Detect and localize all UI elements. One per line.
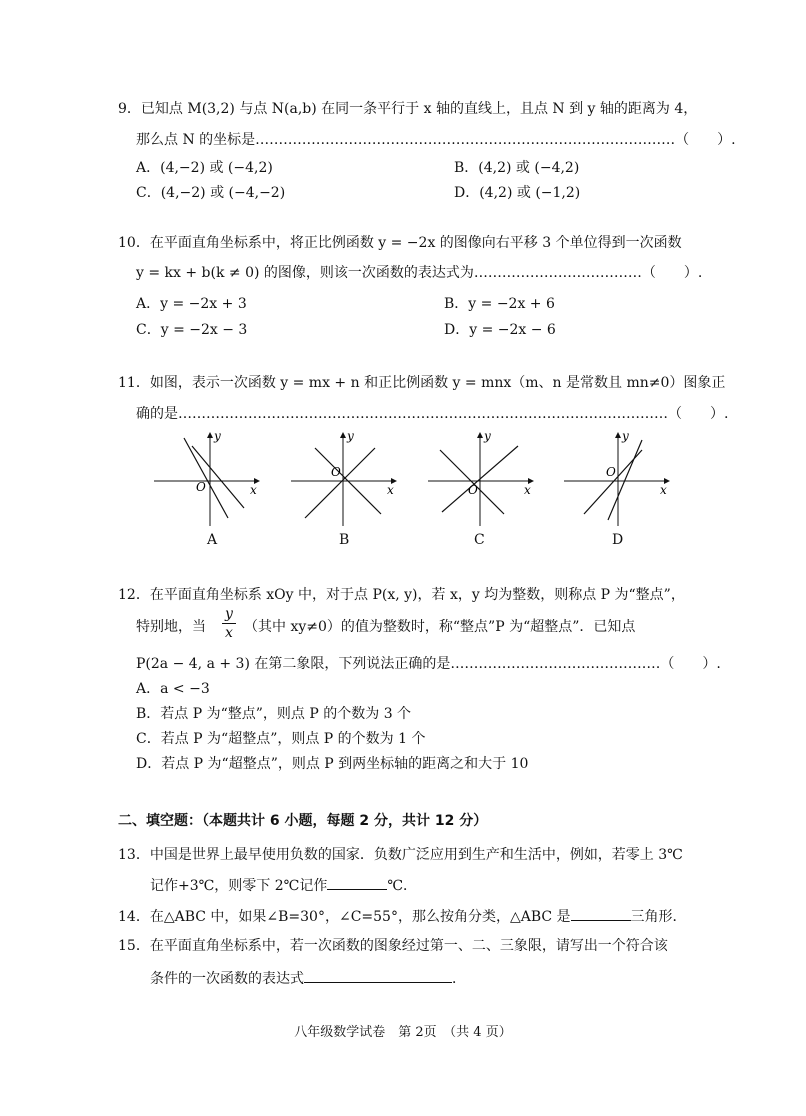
q9-stem-line1: 9．已知点 M(3,2) 与点 N(a,b) 在同一条平行于 x 轴的直线上，且点 N 到 y 轴的距离为 4，	[118, 101, 698, 117]
line-1	[305, 448, 375, 518]
y-axis-arrow	[207, 432, 213, 438]
q11-graph-a	[148, 428, 268, 528]
q12-stem-line2-start: 特别地，当	[136, 619, 206, 635]
q12-stem-line3: P(2a − 4, a + 3) 在第二象限，下列说法正确的是………………………………………（ ）.	[136, 656, 721, 672]
q13-text-start: 记作+3℃，则零下 2℃记作	[150, 878, 328, 894]
y-axis-arrow	[477, 432, 483, 438]
line-1	[184, 438, 228, 518]
q14-text-start: 14．在△ABC 中，如果∠B=30°，∠C=55°，那么按角分类，△ABC 是	[118, 909, 571, 925]
q13-stem-line1: 13．中国是世界上最早使用负数的国家．负数广泛应用到生产和生活中，例如，若零上 3℃	[118, 847, 683, 863]
q11-graph-d	[558, 428, 678, 528]
x-axis-label: x	[524, 483, 531, 497]
q12-option-a: A．a < −3	[136, 681, 210, 697]
q14-answer-blank[interactable]	[571, 906, 631, 921]
q10-stem-line2: y = kx + b(k ≠ 0) 的图像，则该一次函数的表达式为………………………………（ ）.	[136, 265, 703, 281]
q10-option-a: A．y = −2x + 3	[136, 296, 247, 312]
fraction-denominator: x	[225, 625, 233, 641]
q12-option-b: B．若点 P 为“整点”，则点 P 的个数为 3 个	[136, 706, 412, 722]
q12-option-c: C．若点 P 为“超整点”，则点 P 的个数为 1 个	[136, 731, 426, 747]
q14-text-end: 三角形．	[630, 909, 687, 925]
origin-label: O	[606, 465, 616, 479]
q10-option-d: D．y = −2x − 6	[444, 322, 556, 338]
q15-text-end: ．	[452, 971, 466, 987]
q9-option-a: A．(4,−2) 或 (−4,2)	[136, 160, 273, 176]
q13-text-end: ℃．	[387, 878, 417, 894]
x-axis-label: x	[387, 483, 394, 497]
page-footer: 八年级数学试卷 第 2页 （共 4 页）	[294, 1025, 512, 1040]
y-axis-label: y	[214, 429, 221, 443]
q12-option-d: D．若点 P 为“超整点”，则点 P 到两坐标轴的距离之和大于 10	[136, 756, 529, 772]
q13-answer-blank[interactable]	[327, 875, 387, 890]
origin-label: O	[468, 483, 478, 497]
q10-option-c: C．y = −2x − 3	[136, 322, 248, 338]
y-axis-arrow	[340, 432, 346, 438]
fraction-numerator: y	[225, 606, 233, 622]
q15-text-start: 条件的一次函数的表达式	[150, 971, 304, 987]
q11-graph-a-label: A	[207, 532, 218, 548]
section-2-heading: 二、填空题：（本题共计 6 小题，每题 2 分，共计 12 分）	[118, 813, 488, 829]
q12-stem-line1: 12．在平面直角坐标系 xOy 中，对于点 P(x, y)，若 x，y 均为整数，则称点 P 为“整点”，	[118, 587, 685, 603]
q11-graph-b-label: B	[339, 532, 350, 548]
q11-stem-line1: 11．如图，表示一次函数 y = mx + n 和正比例函数 y = mnx（m、n 是常数且 mn≠0）图象正	[118, 375, 726, 391]
line-1	[440, 450, 504, 514]
q13-stem-line2	[150, 875, 417, 895]
y-axis-label: y	[347, 429, 354, 443]
y-axis-arrow	[615, 432, 621, 438]
q10-option-b: B．y = −2x + 6	[444, 296, 555, 312]
q9-stem-line2: 那么点 N 的坐标是………………………………………………………………………………（ ）.	[136, 132, 736, 148]
q11-stem-line2: 确的是……………………………………………………………………………………………（ ）.	[136, 406, 729, 422]
q11-graph-b	[285, 428, 405, 528]
q12-fraction	[222, 605, 236, 642]
q9-option-b: B．(4,2) 或 (−4,2)	[454, 160, 580, 176]
y-axis-label: y	[484, 429, 491, 443]
q10-stem-line1: 10．在平面直角坐标系中，将正比例函数 y = −2x 的图像向右平移 3 个单位得到一次函数	[118, 235, 682, 251]
q9-option-d: D．(4,2) 或 (−1,2)	[454, 185, 581, 201]
x-axis-label: x	[250, 483, 257, 497]
origin-label: O	[331, 465, 341, 479]
y-axis-label: y	[622, 429, 629, 443]
q11-graph-c	[422, 428, 542, 528]
q15-stem-line1: 15．在平面直角坐标系中，若一次函数的图象经过第一、二、三象限，请写出一个符合该	[118, 938, 668, 954]
q14-stem	[118, 906, 687, 926]
x-axis-label: x	[660, 483, 667, 497]
q15-answer-blank[interactable]	[304, 968, 452, 983]
q11-graph-c-label: C	[474, 532, 485, 548]
q12-stem-line2-end: （其中 xy≠0）的值为整数时，称“整点”P 为“超整点”．已知点	[244, 619, 636, 635]
line-2	[608, 440, 642, 520]
q11-graph-d-label: D	[612, 532, 624, 548]
q9-option-c: C．(4,−2) 或 (−4,−2)	[136, 185, 286, 201]
origin-label: O	[196, 480, 206, 494]
q15-stem-line2	[150, 968, 466, 988]
